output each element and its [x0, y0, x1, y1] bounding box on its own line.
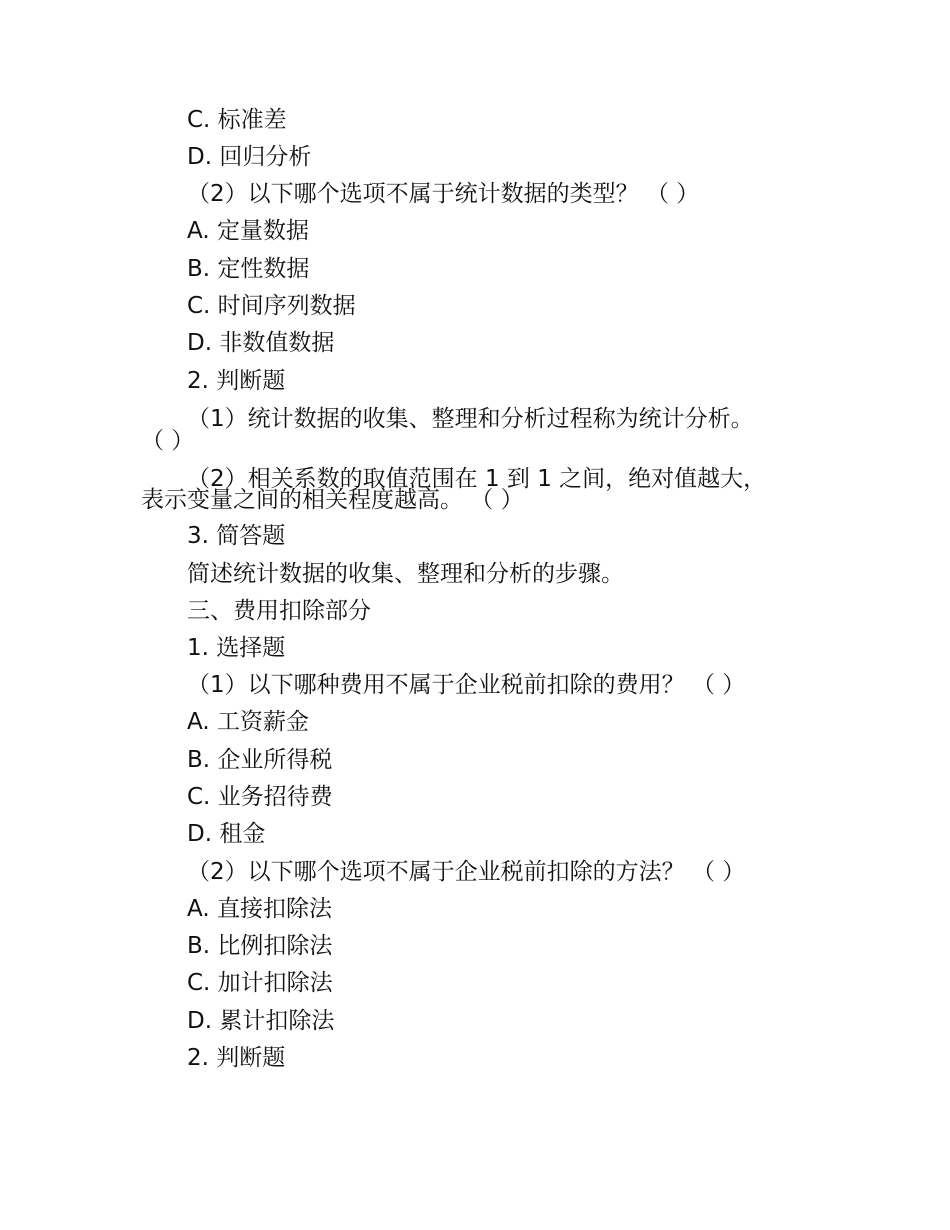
section-multiple-choice-heading: 1. 选择题	[187, 635, 286, 661]
option-c-additional: C. 加计扣除法	[187, 970, 333, 996]
section-true-false-heading: 2. 判断题	[187, 368, 286, 394]
option-a-wages: A. 工资薪金	[187, 709, 309, 735]
option-a-quantitative: A. 定量数据	[187, 218, 309, 244]
option-b-proportional: B. 比例扣除法	[187, 933, 333, 959]
tf-question-1: （1）统计数据的收集、整理和分析过程称为统计分析。	[187, 406, 754, 432]
option-d-cumulative: D. 累计扣除法	[187, 1008, 335, 1034]
section-short-answer-heading: 3. 简答题	[187, 523, 286, 549]
option-a-direct: A. 直接扣除法	[187, 896, 332, 922]
question-2-data-types: （2）以下哪个选项不属于统计数据的类型？ （ ）	[187, 181, 700, 207]
tf-question-2-line-1: （2）相关系数的取值范围在 1 到 1 之间，绝对值越大，	[187, 466, 767, 492]
question-1-deductions: （1）以下哪种费用不属于企业税前扣除的费用？ （ ）	[187, 672, 746, 698]
option-b-qualitative: B. 定性数据	[187, 256, 310, 282]
option-c-std-dev: C. 标准差	[187, 107, 287, 133]
option-c-time-series: C. 时间序列数据	[187, 293, 356, 319]
option-d-non-numeric: D. 非数值数据	[187, 330, 335, 356]
question-2-methods: （2）以下哪个选项不属于企业税前扣除的方法？ （ ）	[187, 859, 746, 885]
section-true-false-heading-2: 2. 判断题	[187, 1045, 286, 1071]
option-c-entertainment: C. 业务招待费	[187, 784, 333, 810]
option-d-regression: D. 回归分析	[187, 144, 312, 170]
tf-question-2-line-2: 表示变量之间的相关程度越高。 （ ）	[141, 487, 524, 513]
short-answer-question: 简述统计数据的收集、整理和分析的步骤。	[187, 561, 624, 587]
part-three-heading: 三、费用扣除部分	[187, 598, 371, 624]
tf-question-1-blank: （ ）	[141, 428, 195, 454]
option-d-rent: D. 租金	[187, 821, 266, 847]
option-b-income-tax: B. 企业所得税	[187, 747, 333, 773]
